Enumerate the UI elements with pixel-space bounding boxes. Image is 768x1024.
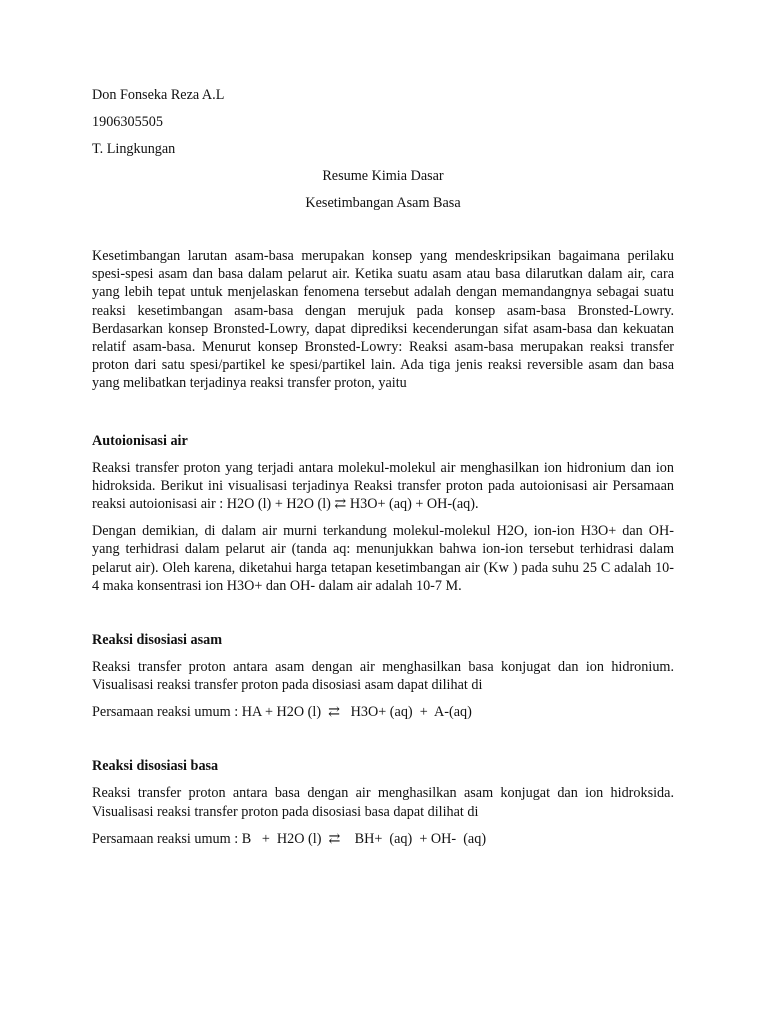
document-page: [92, 86, 674, 848]
section-heading-autoionisasi: Autoionisasi air: [92, 432, 188, 449]
disosiasi-basa-paragraph: Reaksi transfer proton antara basa dengan air menghasilkan asam konjugat dan ion hidroksida. Visualisasi reaksi transfer proton pada disosiasi basa dapat dilihat di: [92, 785, 674, 820]
student-id: 1906305505: [92, 114, 163, 130]
section-heading-disosiasi-asam: Reaksi disosiasi asam: [92, 632, 223, 649]
section-heading-disosiasi-basa: Reaksi disosiasi basa: [92, 758, 219, 775]
disosiasi-asam-equation: Persamaan reaksi umum : HA + H2O (l) ⇄ H3O+ (aq) + A-(aq): [92, 704, 472, 721]
disosiasi-asam-paragraph: Reaksi transfer proton antara asam dengan air menghasilkan basa konjugat dan ion hidronium. Visualisasi reaksi transfer proton pada disosiasi asam dapat dilihat di: [92, 659, 674, 694]
document-subtitle: Kesetimbangan Asam Basa: [305, 195, 461, 211]
document-title: Resume Kimia Dasar: [322, 168, 444, 184]
intro-paragraph: Kesetimbangan larutan asam-basa merupakan konsep yang mendeskripsikan bagaimana perilaku spesi-spesi asam dan basa dalam pelarut air. Ketika suatu asam atau basa dilarutkan dalam air, cara yang lebih tepat untuk menjelaskan fenomena tersebut adalah dengan memandangnya sebagai suatu reaksi kesetimbangan asam-basa dengan merujuk pada konsep asam-basa Bronsted-Lowry. Berdasarkan konsep Bronsted-Lowry, dapat diprediksi kecenderungan sifat asam-basa dan kekuatan relatif asam-basa. Menurut konsep Bronsted-Lowry: Reaksi asam-basa merupakan reaksi transfer proton dari satu spesi/partikel ke spesi/partikel lain. Ada tiga jenis reaksi reversible asam dan basa yang melibatkan terjadinya reaksi transfer proton, yaitu: [92, 248, 674, 392]
autoionisasi-paragraph-2: Dengan demikian, di dalam air murni terkandung molekul-molekul H2O, ion-ion H3O+ dan OH- yang terhidrasi dalam pelarut air (tanda aq: menunjukkan bahwa ion-ion tersebut terhidrasi dalam pelarut air). Oleh karena, diketahui harga tetapan kesetimbangan air (Kw ) pada suhu 25 C adalah 10-4 maka konsentrasi ion H3O+ dan OH- dalam air adalah 10-7 M.: [92, 523, 674, 594]
disosiasi-basa-equation: Persamaan reaksi umum : B + H2O (l) ⇄ BH+ (aq) + OH- (aq): [92, 830, 487, 847]
autoionisasi-paragraph-1: Reaksi transfer proton yang terjadi antara molekul-molekul air menghasilkan ion hidronium dan ion hidroksida. Berikut ini visualisasi terjadinya Reaksi transfer proton pada autoionisasi air Persamaan reaksi autoionisasi air : H2O (l) + H2O (l) ⇄ H3O+ (aq) + OH-(aq).: [92, 459, 674, 513]
department: T. Lingkungan: [92, 141, 176, 157]
author-name: Don Fonseka Reza A.L: [92, 87, 225, 103]
